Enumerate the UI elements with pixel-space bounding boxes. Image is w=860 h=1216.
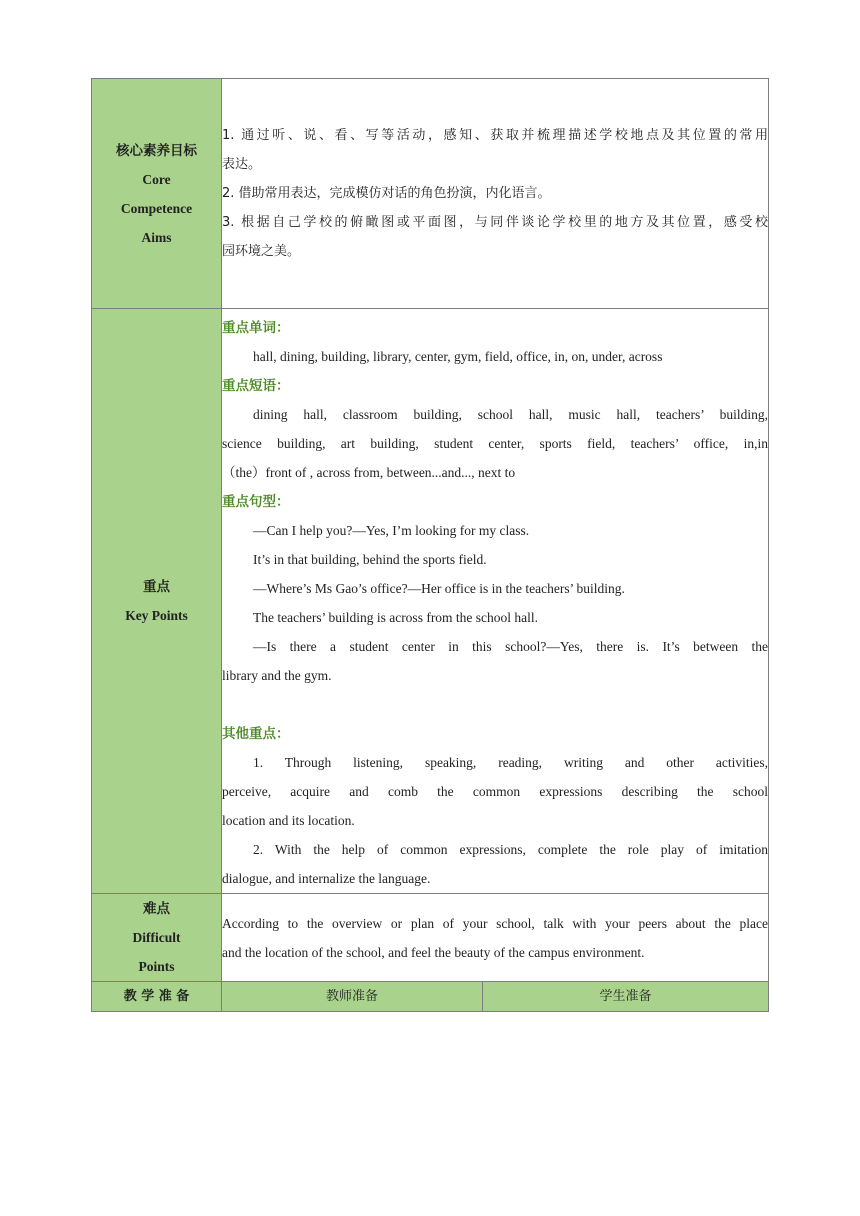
core-label-en-3: Aims xyxy=(141,229,172,245)
core-label-en-2: Competence xyxy=(120,200,193,216)
core-label-en-1: Core xyxy=(142,171,171,187)
teaching-prep-row xyxy=(92,982,769,1012)
key-spacer xyxy=(222,690,768,719)
key-sentence-1: —Can I help you?—Yes, I’m looking for my class. xyxy=(253,523,530,538)
core-label-cn: 核心素养目标 xyxy=(116,142,197,158)
key-other-title: 其他重点： xyxy=(222,726,290,741)
key-sentence-3: —Where’s Ms Gao’s office?—Her office is in the teachers’ building. xyxy=(253,581,625,596)
core-competence-label xyxy=(92,79,222,309)
key-points-content xyxy=(222,309,769,894)
key-phrases-line-2: science building, art building, student center, sports field, teachers’ office, in,in xyxy=(222,436,768,451)
key-sentence-4: The teachers’ building is across from the school hall. xyxy=(253,610,539,625)
student-prep-header: 学生准备 xyxy=(483,982,769,1012)
key-other-line-4: 2. With the help of common expressions, complete the role play of imitation xyxy=(253,842,768,857)
difficult-label-cn: 难点 xyxy=(143,901,170,916)
core-line-5: 园环境之美。 xyxy=(222,244,301,259)
teaching-prep-label: 教 学 准 备 xyxy=(92,982,222,1012)
lesson-plan-table xyxy=(91,78,769,1012)
key-points-row xyxy=(92,309,769,894)
key-sentence-2: It’s in that building, behind the sports field. xyxy=(253,552,487,567)
key-other-line-5: dialogue, and internalize the language. xyxy=(222,871,431,886)
core-competence-content xyxy=(222,79,769,309)
core-competence-row xyxy=(92,79,769,309)
difficult-line-2: and the location of the school, and feel the beauty of the campus environment. xyxy=(222,944,645,960)
difficult-points-label xyxy=(92,894,222,982)
key-phrases-line-1: dining hall, classroom building, school hall, music hall, teachers’ building, xyxy=(253,407,768,422)
difficult-label-en-2: Points xyxy=(138,959,175,974)
difficult-points-content xyxy=(222,894,769,982)
key-sentences-title: 重点句型： xyxy=(222,494,290,509)
difficult-line-1: According to the overview or plan of your school, talk with your peers about the place xyxy=(222,915,768,931)
difficult-points-row xyxy=(92,894,769,982)
teacher-prep-header: 教师准备 xyxy=(222,982,483,1012)
key-sentence-6: library and the gym. xyxy=(222,668,332,683)
core-line-4: 3. 根据自己学校的俯瞰图或平面图，与同伴谈论学校里的地方及其位置，感受校 xyxy=(222,215,768,230)
key-words: hall, dining, building, library, center, gym, field, office, in, on, under, across xyxy=(253,349,663,364)
key-label-en: Key Points xyxy=(125,608,188,623)
core-line-2: 表达。 xyxy=(222,157,262,172)
key-other-line-3: location and its location. xyxy=(222,813,355,828)
key-sentence-5: —Is there a student center in this school?—Yes, there is. It’s between the xyxy=(253,639,768,654)
key-points-label xyxy=(92,309,222,894)
difficult-label-en-1: Difficult xyxy=(132,930,181,945)
core-line-3: 2. 借助常用表达，完成模仿对话的角色扮演，内化语言。 xyxy=(222,186,551,201)
key-words-title: 重点单词： xyxy=(222,320,290,335)
key-phrases-title: 重点短语： xyxy=(222,378,290,393)
core-line-1: 1. 通过听、说、看、写等活动，感知、获取并梳理描述学校地点及其位置的常用 xyxy=(222,128,768,143)
key-phrases-line-3: （the）front of , across from, between...and..., next to xyxy=(222,465,516,480)
key-label-cn: 重点 xyxy=(143,579,170,594)
key-other-line-2: perceive, acquire and comb the common expressions describing the school xyxy=(222,784,768,799)
key-other-line-1: 1. Through listening, speaking, reading, writing and other activities, xyxy=(253,755,768,770)
